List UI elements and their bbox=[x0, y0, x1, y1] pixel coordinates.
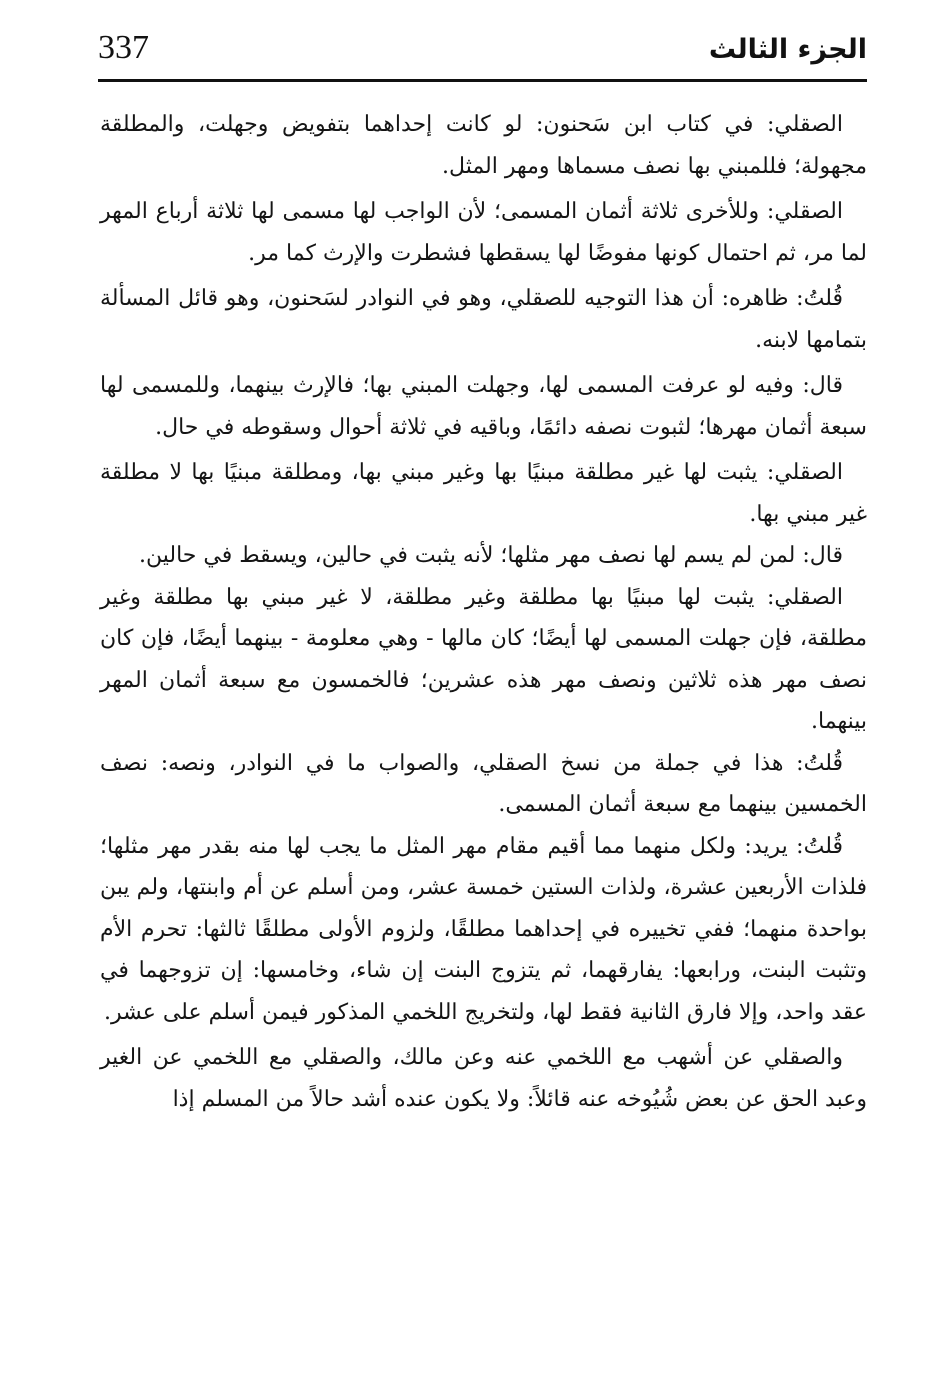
paragraph: الصقلي: يثبت لها مبنيًا بها مطلقة وغير مطلقة، لا غير مبني بها مطلقة وغير مطلقة، فإن جهلت المسمى لها أيضًا؛ كان مالها - وهي معلومة - بينهما أيضًا، فإن كان نصف مهر هذه ثلاثين ونصف مهر هذه عشرين؛ فالخمسون مع سبعة أثمان المهر بينهما. bbox=[100, 584, 867, 734]
paragraph: والصقلي عن أشهب مع اللخمي عنه وعن مالك، والصقلي مع اللخمي عن الغير وعبد الحق عن بعض شُيُوخه عنه قائلاً: ولا يكون عنده أشد حالاً من المسلم إذا bbox=[100, 1045, 867, 1112]
header-rule bbox=[98, 79, 867, 82]
paragraph: قال: وفيه لو عرفت المسمى لها، وجهلت المبني بها؛ فالإرث بينهما، وللمسمى لها سبعة أثمان مهرها؛ لثبوت نصفه دائمًا، وباقيه في ثلاثة أحوال وسقوطه في حال. bbox=[100, 373, 867, 440]
paragraph: الصقلي: وللأخرى ثلاثة أثمان المسمى؛ لأن الواجب لها مسمى لها ثلاثة أرباع المهر لما مر، ثم احتمال كونها مفوضًا لها يسقطها فشطرت والإرث كما مر. bbox=[100, 199, 867, 266]
page-header bbox=[98, 28, 867, 82]
page-number: 337 bbox=[98, 29, 149, 66]
paragraph: قُلتُ: ظاهره: أن هذا التوجيه للصقلي، وهو في النوادر لسَحنون، وهو قائل المسألة بتمامها لابنه. bbox=[100, 286, 867, 353]
paragraph: الصقلي: في كتاب ابن سَحنون: لو كانت إحداهما بتفويض وجهلت، والمطلقة مجهولة؛ فللمبني بها نصف مسماها ومهر المثل. bbox=[100, 112, 867, 179]
body-text bbox=[100, 104, 867, 1120]
running-title: الجزء الثالث bbox=[708, 34, 867, 65]
paragraph: قُلتُ: هذا في جملة من نسخ الصقلي، والصواب ما في النوادر، ونصه: نصف الخمسين بينهما مع سبعة أثمان المسمى. bbox=[100, 750, 867, 817]
paragraph: قُلتُ: يريد: ولكل منهما مما أقيم مقام مهر المثل ما يجب لها منه بقدر مهر مثلها؛ فلذات الأربعين عشرة، ولذات الستين خمسة عشر، ومن أسلم عن أم وابنتها، ولم يبن بواحدة منهما؛ ففي تخييره في إحداهما مطلقًا، ولزوم الأولى مطلقًا ثالثها: تحرم الأم وتثبت البنت، ورابعها: يفارقهما، ثم يتزوج البنت إن شاء، وخامسها: إن تزوجهما في عقد واحد، وإلا فارق الثانية فقط لها، ولتخريج اللخمي المذكور فيمن أسلم على عشر. bbox=[100, 833, 867, 1025]
paragraph: قال: لمن لم يسم لها نصف مهر مثلها؛ لأنه يثبت في حالين، ويسقط في حالين. bbox=[139, 543, 843, 568]
paragraph: الصقلي: يثبت لها غير مطلقة مبنيًا بها وغير مبني بها، ومطلقة مبنيًا بها لا مطلقة غير مبني بها. bbox=[100, 460, 867, 527]
